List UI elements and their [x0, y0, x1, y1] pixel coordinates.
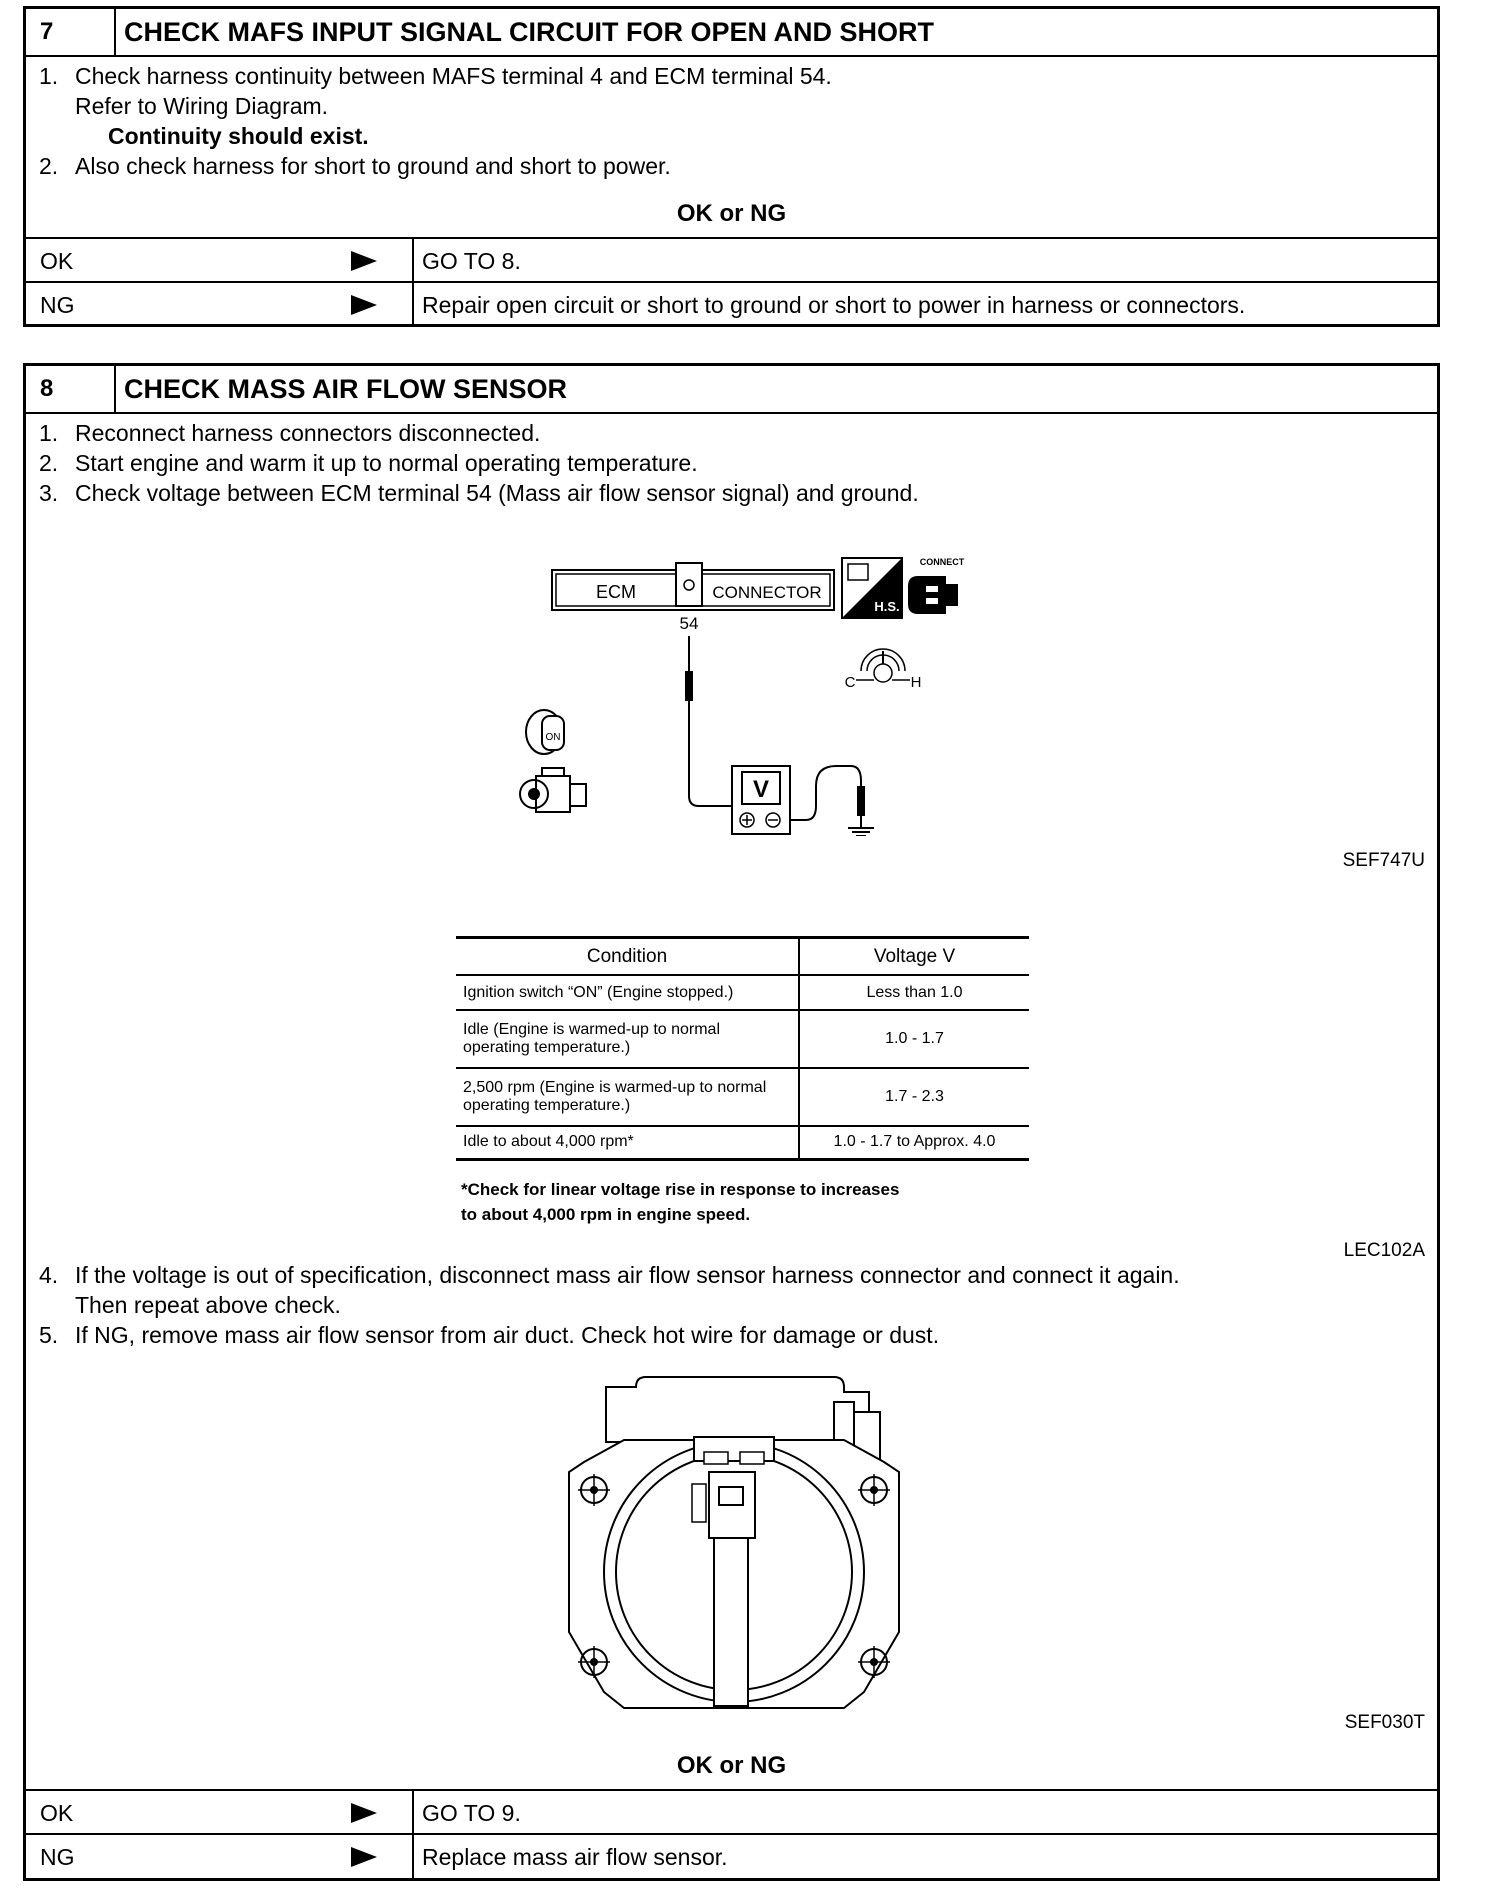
figure-code: SEF030T	[1344, 1712, 1425, 1733]
ignition-key-icon	[526, 710, 564, 754]
arrow-right-icon	[351, 1803, 377, 1823]
svg-text:ON: ON	[545, 732, 561, 743]
step-4: 4. If the voltage is out of specification, disconnect mass air flow sensor harness connector and connect it again.	[39, 1262, 1180, 1288]
svg-text:H: H	[910, 674, 922, 691]
ecm-label: ECM	[596, 582, 636, 602]
terminal-label: 54	[679, 614, 699, 633]
section-7-header	[26, 9, 1437, 57]
probe-icon	[685, 671, 693, 701]
section-title: CHECK MASS AIR FLOW SENSOR	[124, 374, 568, 404]
connector-label: CONNECTOR	[712, 583, 822, 602]
table-note-1: *Check for linear voltage rise in response to increases	[461, 1180, 900, 1199]
table-header-row	[456, 938, 1029, 976]
ok-or-ng-label: OK or NG	[676, 200, 787, 227]
result-row-ng: NG Repair open circuit or short to ground or short to power in harness or connectors.	[26, 281, 1437, 327]
section-7	[23, 6, 1440, 327]
section-number: 8	[26, 366, 116, 412]
svg-text:V: V	[752, 776, 770, 803]
step-2: 2. Start engine and warm it up to normal operating temperature.	[39, 450, 698, 476]
result-row-ok: OK GO TO 8.	[26, 237, 1437, 283]
figure-code: SEF747U	[1342, 850, 1425, 871]
hs-icon	[842, 558, 902, 618]
column-header: Condition	[456, 938, 799, 976]
arrow-right-icon	[351, 251, 377, 271]
svg-text:H.S.: H.S.	[874, 599, 900, 614]
voltage-check-diagram	[506, 556, 986, 836]
connect-label: CONNECT	[919, 557, 965, 567]
section-number: 7	[26, 9, 116, 55]
engine-icon	[520, 768, 586, 812]
section-title: CHECK MAFS INPUT SIGNAL CIRCUIT FOR OPEN AND SHORT	[124, 17, 935, 47]
step-4-cont: Then repeat above check.	[75, 1292, 341, 1318]
section-8	[23, 363, 1440, 1881]
column-header: Voltage V	[799, 938, 1029, 976]
step-3: 3. Check voltage between ECM terminal 54 (Mass air flow sensor signal) and ground.	[39, 480, 919, 506]
table-row: 2,500 rpm (Engine is warmed-up to normal operating temperature.) 1.7 - 2.3	[456, 1068, 1029, 1126]
voltage-spec-table	[456, 936, 1029, 1161]
step-1-spec: Continuity should exist.	[108, 123, 369, 149]
step-1: 1. Check harness continuity between MAFS terminal 4 and ECM terminal 54.	[39, 63, 832, 89]
step-1: 1. Reconnect harness connectors disconnected.	[39, 420, 541, 446]
connect-icon	[908, 576, 958, 614]
temperature-gauge-icon	[845, 649, 922, 691]
arrow-right-icon	[351, 295, 377, 315]
step-1-ref: Refer to Wiring Diagram.	[75, 93, 329, 119]
result-row-ok: OK GO TO 9.	[26, 1789, 1437, 1835]
ok-or-ng-label: OK or NG	[676, 1752, 787, 1779]
step-5: 5. If NG, remove mass air flow sensor from air duct. Check hot wire for damage or dust.	[39, 1322, 940, 1348]
table-row: Ignition switch “ON” (Engine stopped.) Less than 1.0	[456, 975, 1029, 1010]
table-note-2: to about 4,000 rpm in engine speed.	[461, 1205, 751, 1224]
arrow-right-icon	[351, 1847, 377, 1867]
step-2: 2. Also check harness for short to ground and short to power.	[39, 153, 671, 179]
figure-code: LEC102A	[1343, 1240, 1425, 1261]
table-row: Idle to about 4,000 rpm* 1.0 - 1.7 to Approx. 4.0	[456, 1126, 1029, 1159]
section-8-header	[26, 366, 1437, 414]
table-row: Idle (Engine is warmed-up to normal operating temperature.) 1.0 - 1.7	[456, 1010, 1029, 1068]
maf-sensor-diagram	[554, 1372, 954, 1722]
result-row-ng: NG Replace mass air flow sensor.	[26, 1833, 1437, 1879]
svg-text:C: C	[844, 674, 856, 691]
